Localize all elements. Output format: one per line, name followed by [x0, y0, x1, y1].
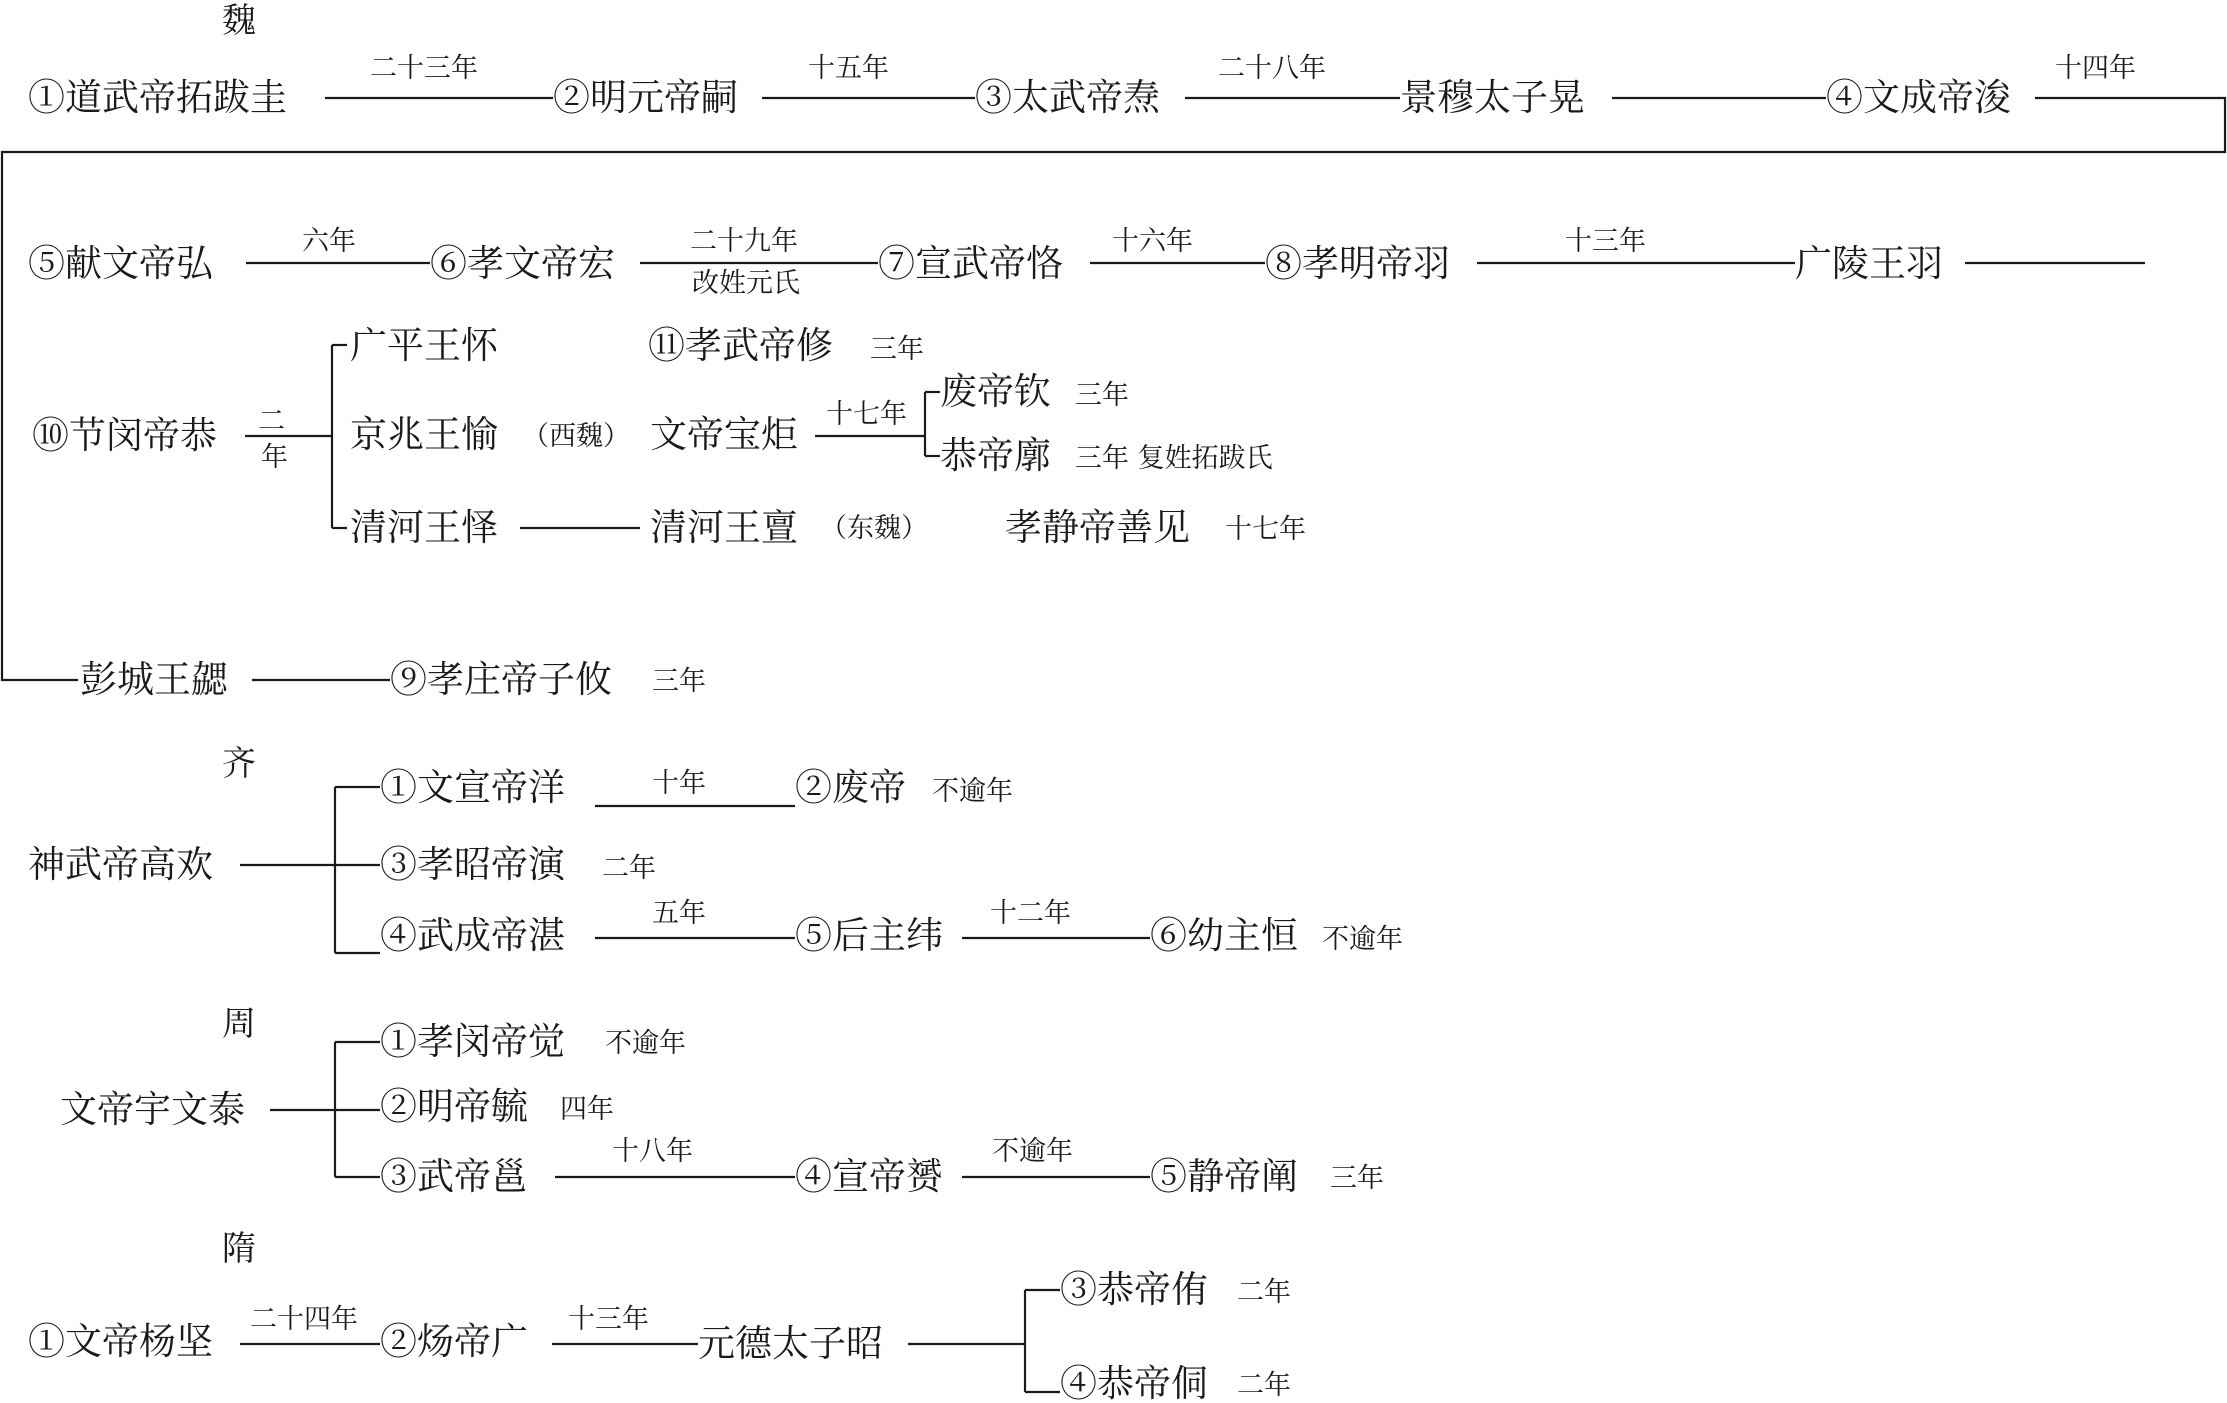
sui-gongdi-tong-years: 二年 — [1237, 1277, 1291, 1308]
sui-gongdi-tong: ③恭帝侑 — [1060, 1268, 1208, 1311]
wei-daowu-years: 二十三年 — [370, 53, 478, 84]
wei-wencheng: ④文成帝浚 — [1826, 76, 2011, 119]
wei-feidi-qin-years: 三年 — [1075, 380, 1129, 411]
qi-wenxuan-years: 十年 — [652, 768, 706, 799]
wei-pengcheng: 彭城王勰 — [80, 658, 228, 701]
wei-xianwen: ⑤献文帝弘 — [28, 242, 213, 285]
sui-gongdi-dong: ④恭帝侗 — [1060, 1362, 1208, 1403]
qi-feidi-years: 不逾年 — [932, 776, 1013, 807]
sui-yangdi-years: 十三年 — [568, 1304, 649, 1335]
zhou-wudi: ③武帝邕 — [380, 1155, 528, 1198]
wei-guangling: 广陵王羽 — [1795, 242, 1943, 285]
qi-xiaozhao: ③孝昭帝演 — [380, 843, 565, 886]
wei-jiemin-years-1: 二 — [258, 406, 285, 437]
wei-jingmu: 景穆太子晃 — [1400, 76, 1585, 119]
wei-qinghe-dan: 清河王亶 — [650, 506, 798, 549]
qi-wucheng: ④武成帝湛 — [380, 914, 565, 957]
wei-mingyuan: ②明元帝嗣 — [553, 76, 738, 119]
wei-jiemin: ⑩节闵帝恭 — [32, 414, 217, 457]
wei-wencheng-years: 十四年 — [2055, 53, 2136, 84]
wei-xiaoming: ⑧孝明帝羽 — [1265, 242, 1450, 285]
sui-gongdi-dong-years: 二年 — [1237, 1370, 1291, 1401]
zhou-xuandi: ④宣帝赟 — [795, 1155, 943, 1198]
qi-youzhu-years: 不逾年 — [1322, 924, 1403, 955]
wei-xiaowu-years: 三年 — [870, 334, 924, 365]
qi-wucheng-years: 五年 — [652, 898, 706, 929]
wei-jingzhao: 京兆王愉 — [350, 413, 498, 456]
sui-yuande: 元德太子昭 — [698, 1322, 883, 1365]
wei-xiaoming-years: 十三年 — [1565, 226, 1646, 257]
sui-wendi-years: 二十四年 — [250, 1304, 358, 1335]
wei-taiwu: ③太武帝焘 — [975, 76, 1160, 119]
zhou-mingdi-years: 四年 — [560, 1094, 614, 1125]
qi-youzhu: ⑥幼主恒 — [1150, 914, 1298, 957]
qi-gaohuan: 神武帝高欢 — [28, 843, 213, 886]
wei-xiaowu: ⑪孝武帝修 — [648, 324, 833, 367]
sui-yangdi: ②炀帝广 — [380, 1320, 528, 1363]
qi-feidi: ②废帝 — [795, 766, 906, 809]
wei-xianwen-years: 六年 — [302, 226, 356, 257]
zhou-xuandi-years: 不逾年 — [992, 1136, 1073, 1167]
wei-xiaojing-years: 十七年 — [1225, 514, 1306, 545]
wei-xiaowen-years: 二十九年 — [690, 226, 798, 257]
sui-title: 隋 — [222, 1229, 256, 1269]
wei-taiwu-years: 二十八年 — [1218, 53, 1326, 84]
qi-xiaozhao-years: 二年 — [602, 853, 656, 884]
wei-gongdi-kuo: 恭帝廓 — [940, 434, 1051, 477]
zhou-mingdi: ②明帝毓 — [380, 1085, 528, 1128]
zhou-xiaomin-years: 不逾年 — [605, 1028, 686, 1059]
qi-houzhu-years: 十二年 — [990, 898, 1071, 929]
wei-title: 魏 — [222, 1, 256, 41]
qi-wenxuan: ①文宣帝洋 — [380, 766, 565, 809]
zhou-xiaomin: ①孝闵帝觉 — [380, 1020, 565, 1063]
zhou-jingdi-years: 三年 — [1330, 1163, 1384, 1194]
wei-dongwei-note: （东魏） — [820, 513, 928, 544]
wei-jiemin-years-2: 年 — [261, 442, 288, 473]
wei-daowu: ①道武帝拓跋圭 — [28, 76, 287, 119]
wei-xiaowen-note: 改姓元氏 — [692, 268, 800, 299]
wei-xiaojing: 孝静帝善见 — [1005, 506, 1190, 549]
wei-mingyuan-years: 十五年 — [808, 53, 889, 84]
wei-gongdi-kuo-years: 三年 复姓拓跋氏 — [1075, 443, 1273, 474]
sui-wendi: ①文帝杨坚 — [28, 1320, 213, 1363]
wei-xuanwu: ⑦宣武帝恪 — [878, 242, 1063, 285]
zhou-wudi-years: 十八年 — [612, 1136, 693, 1167]
zhou-jingdi: ⑤静帝阐 — [1150, 1155, 1298, 1198]
zhou-title: 周 — [222, 1004, 256, 1044]
wei-xiaozhuang: ⑨孝庄帝子攸 — [390, 658, 612, 701]
qi-title: 齐 — [222, 744, 256, 784]
wei-xiwei-note: （西魏） — [522, 421, 630, 452]
wei-xiaozhuang-years: 三年 — [652, 666, 706, 697]
zhou-yuwentai: 文帝宇文泰 — [60, 1088, 245, 1131]
wei-xiaowen: ⑥孝文帝宏 — [430, 242, 615, 285]
wei-guangping: 广平王怀 — [350, 324, 498, 367]
wei-wendi-baoju: 文帝宝炬 — [650, 413, 798, 456]
wei-feidi-qin: 废帝钦 — [940, 370, 1051, 413]
qi-houzhu: ⑤后主纬 — [795, 914, 943, 957]
wei-xuanwu-years: 十六年 — [1112, 226, 1193, 257]
wei-qinghe-yi: 清河王怿 — [350, 506, 498, 549]
wei-wendi-baoju-years: 十七年 — [826, 399, 907, 430]
